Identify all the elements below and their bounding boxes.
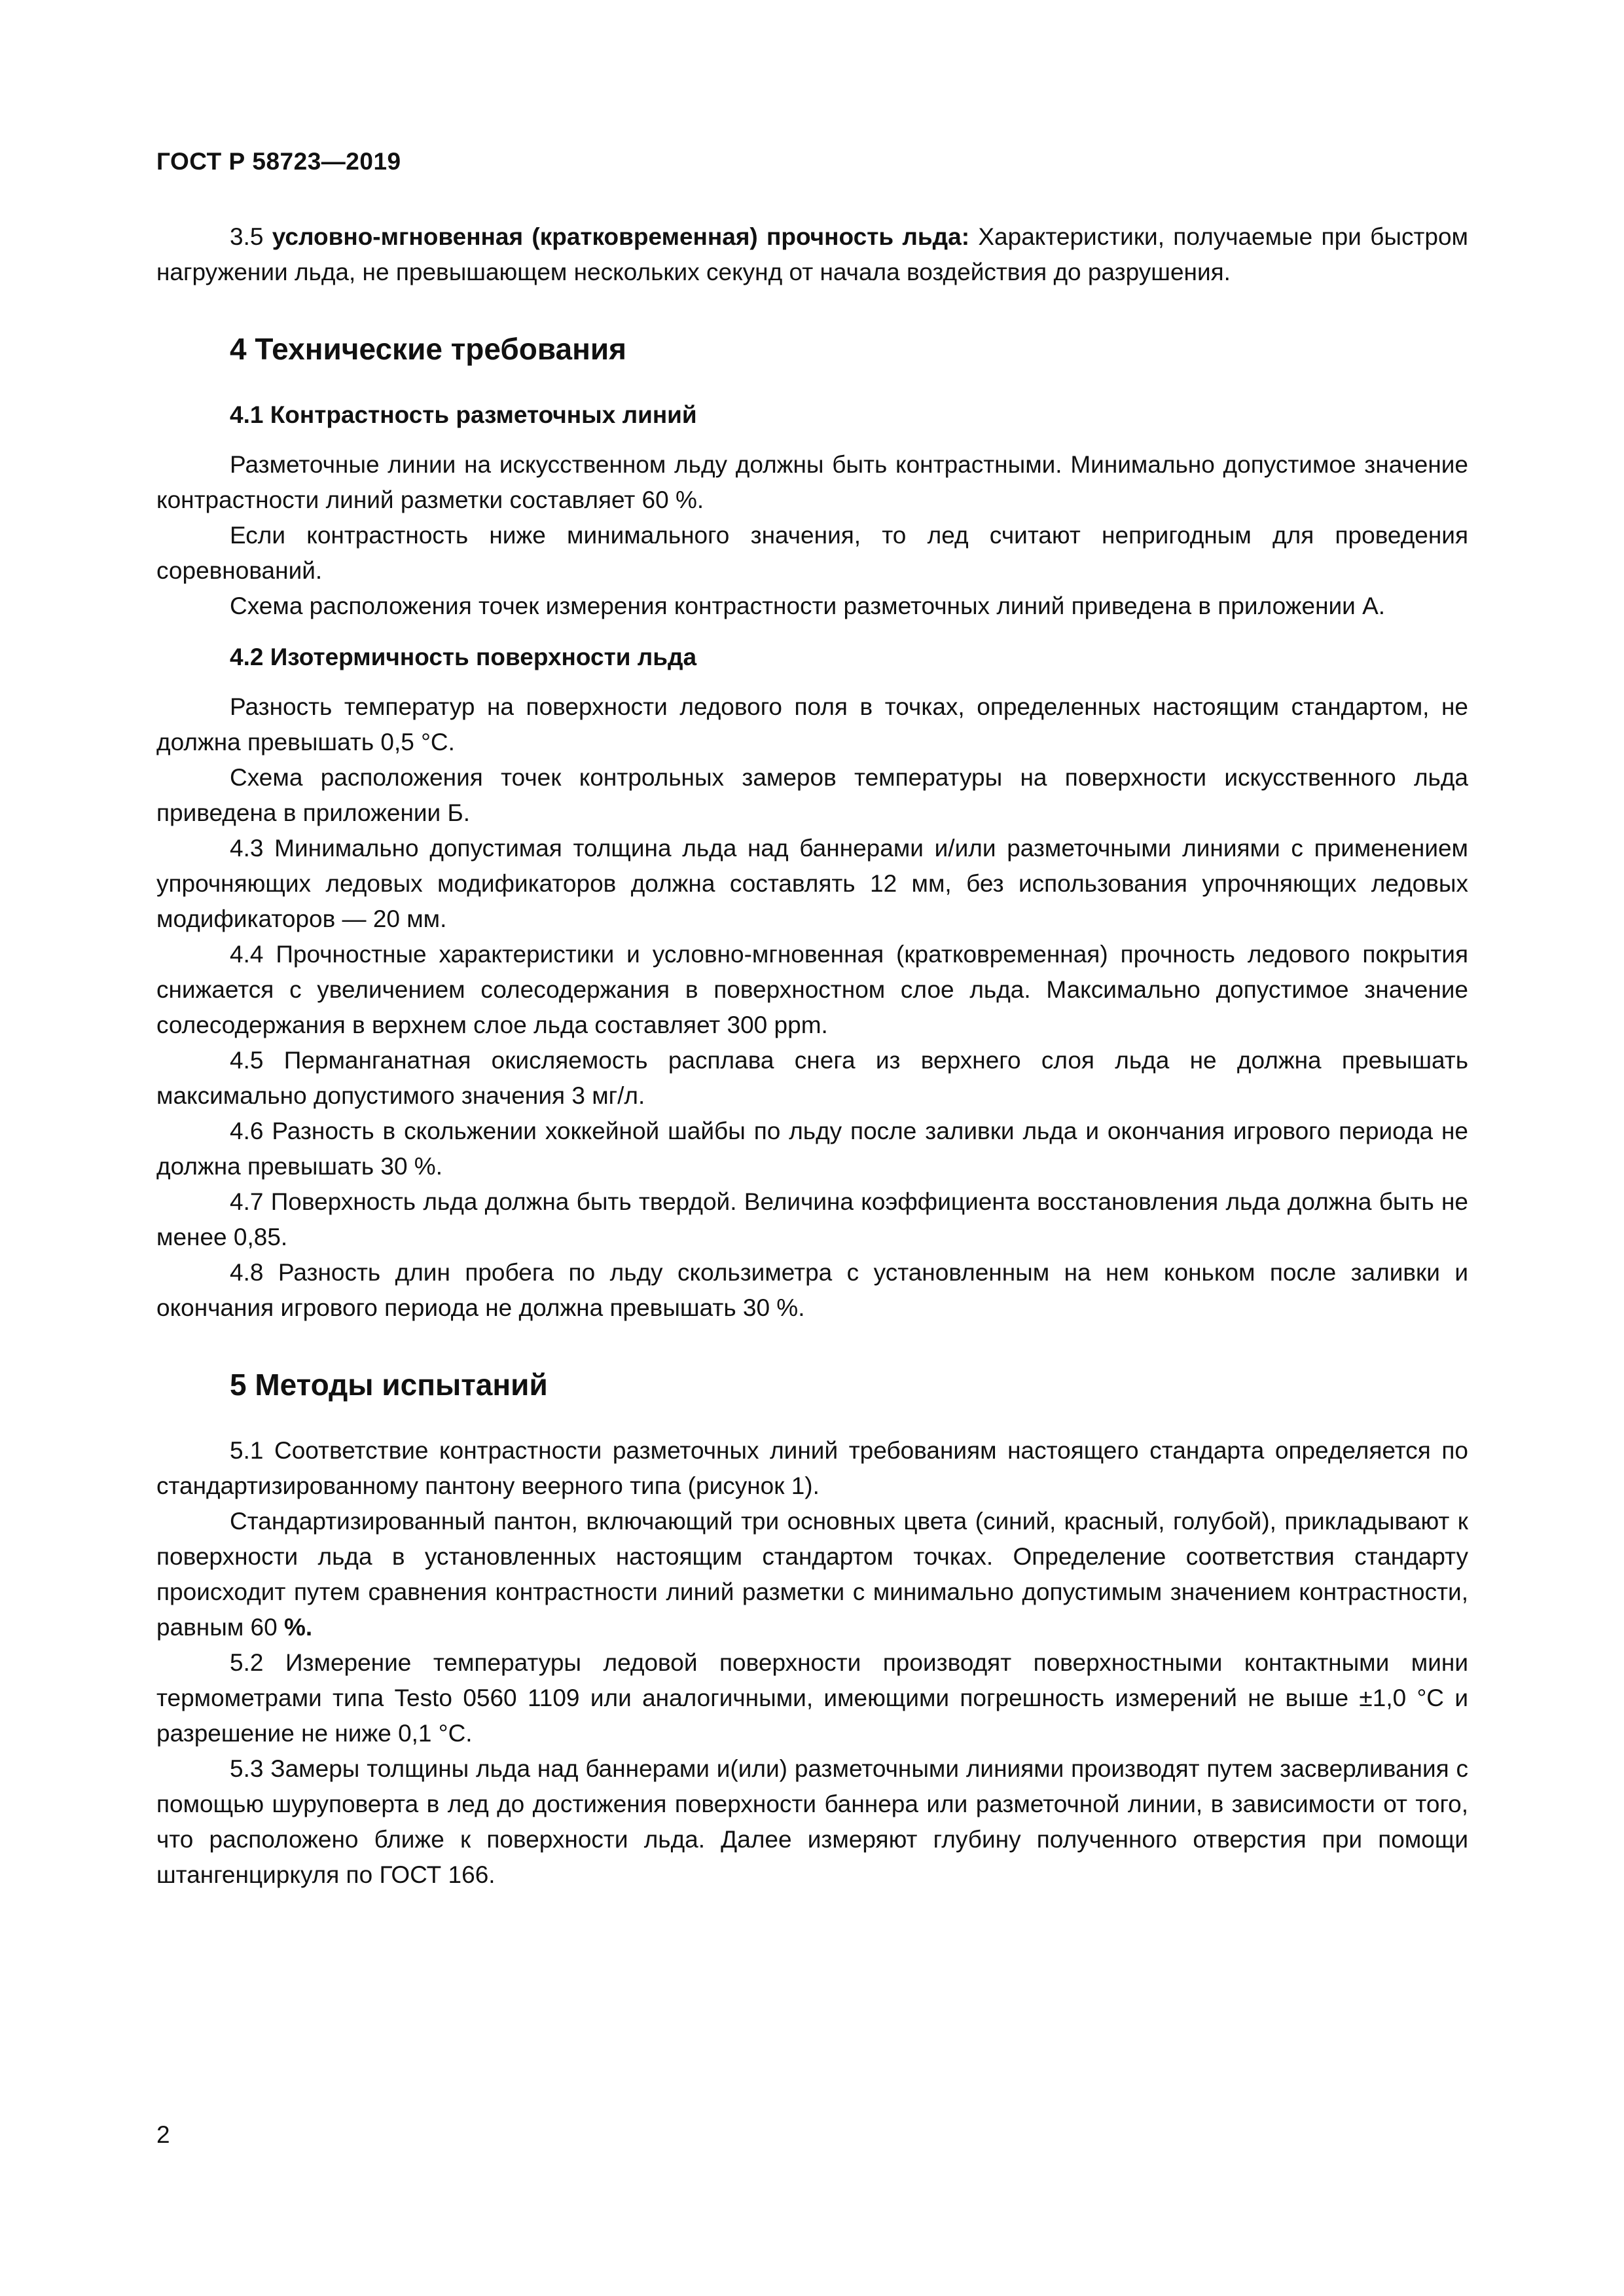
paragraph-4-1-c: Схема расположения точек измерения контрастности разметочных линий приведена в приложении А. bbox=[230, 592, 1386, 619]
section-4-heading: 4 Технические требования bbox=[230, 332, 626, 366]
clause-3-5-text: Характеристики, получаемые при быстром нагружении льда, не превышающем нескольких секунд от начала воздействия до разрушения. bbox=[156, 223, 1468, 285]
paragraph-5-1-b bbox=[156, 1504, 1468, 1645]
clause-4-6: 4.6 Разность в скольжении хоккейной шайбы по льду после заливки льда и окончания игрового периода не должна превышать 30 %. bbox=[156, 1118, 1468, 1180]
clause-3-5 bbox=[156, 219, 1468, 290]
clause-3-5-number: 3.5 bbox=[230, 223, 264, 250]
subsection-4-2-heading: 4.2 Изотермичность поверхности льда bbox=[230, 644, 697, 670]
subsection-4-1-heading: 4.1 Контрастность разметочных линий bbox=[230, 401, 697, 428]
paragraph-4-1-a: Разметочные линии на искусственном льду должны быть контрастными. Минимально допустимое значение контрастности линий разметки составляет 60 %. bbox=[156, 451, 1468, 513]
clause-3-5-term: условно-мгновенная (кратковременная) прочность льда: bbox=[272, 223, 970, 250]
percent-sign: %. bbox=[284, 1614, 313, 1641]
clause-4-5: 4.5 Перманганатная окисляемость расплава снега из верхнего слоя льда не должна превышать максимально допустимого значения 3 мг/л. bbox=[156, 1047, 1468, 1109]
clause-4-4: 4.4 Прочностные характеристики и условно-мгновенная (кратковременная) прочность ледового покрытия снижается с увеличением солесодержания в поверхностном слое льда. Максимально допустимое значение солесодержания в верхнем слое льда составляет 300 ppm. bbox=[156, 941, 1468, 1038]
paragraph-4-2-b: Схема расположения точек контрольных замеров температуры на поверхности искусственного льда приведена в приложении Б. bbox=[156, 764, 1468, 826]
page-number: 2 bbox=[156, 2121, 170, 2148]
clause-4-3: 4.3 Минимально допустимая толщина льда над баннерами и/или разметочными линиями с применением упрочняющих ледовых модификаторов должна составлять 12 мм, без использования упрочняющих ледовых модификаторов — 20 мм. bbox=[156, 835, 1468, 932]
document-code-header: ГОСТ Р 58723—2019 bbox=[156, 148, 401, 175]
clause-4-8: 4.8 Разность длин пробега по льду скользиметра с установленным на нем коньком после заливки и окончания игрового периода не должна превышать 30 %. bbox=[156, 1259, 1468, 1321]
paragraph-4-1-b: Если контрастность ниже минимального значения, то лед считают непригодным для проведения соревнований. bbox=[156, 522, 1468, 584]
paragraph-5-1-b-text: Стандартизированный пантон, включающий три основных цвета (синий, красный, голубой), прикладывают к поверхности льда в установленных настоящим стандартом точках. Определение соответствия стандарту происходит путем сравнения контрастности линий разметки с минимально допустимым значением контрастности, равным 60 bbox=[156, 1508, 1468, 1641]
clause-5-2: 5.2 Измерение температуры ледовой поверхности производят поверхностными контактными мини термометрами типа Testo 0560 1109 или аналогичными, имеющими погрешность измерений не выше ±1,0 °С и разрешение не ниже 0,1 °С. bbox=[156, 1649, 1468, 1747]
clause-5-1: 5.1 Соответствие контрастности разметочных линий требованиям настоящего стандарта определяется по стандартизированному пантону веерного типа (рисунок 1). bbox=[156, 1437, 1468, 1499]
document-body bbox=[156, 219, 1468, 1893]
clause-5-3: 5.3 Замеры толщины льда над баннерами и(или) разметочными линиями производят путем засверливания с помощью шуруповерта в лед до достижения поверхности баннера или разметочной линии, в зависимости от того, что расположено ближе к поверхности льда. Далее измеряют глубину полученного отверстия при помощи штангенциркуля по ГОСТ 166. bbox=[156, 1755, 1468, 1888]
section-5-heading: 5 Методы испытаний bbox=[230, 1368, 548, 1402]
clause-4-7: 4.7 Поверхность льда должна быть твердой. Величина коэффициента восстановления льда должна быть не менее 0,85. bbox=[156, 1188, 1468, 1250]
paragraph-4-2-a: Разность температур на поверхности ледового поля в точках, определенных настоящим стандартом, не должна превышать 0,5 °С. bbox=[156, 693, 1468, 756]
